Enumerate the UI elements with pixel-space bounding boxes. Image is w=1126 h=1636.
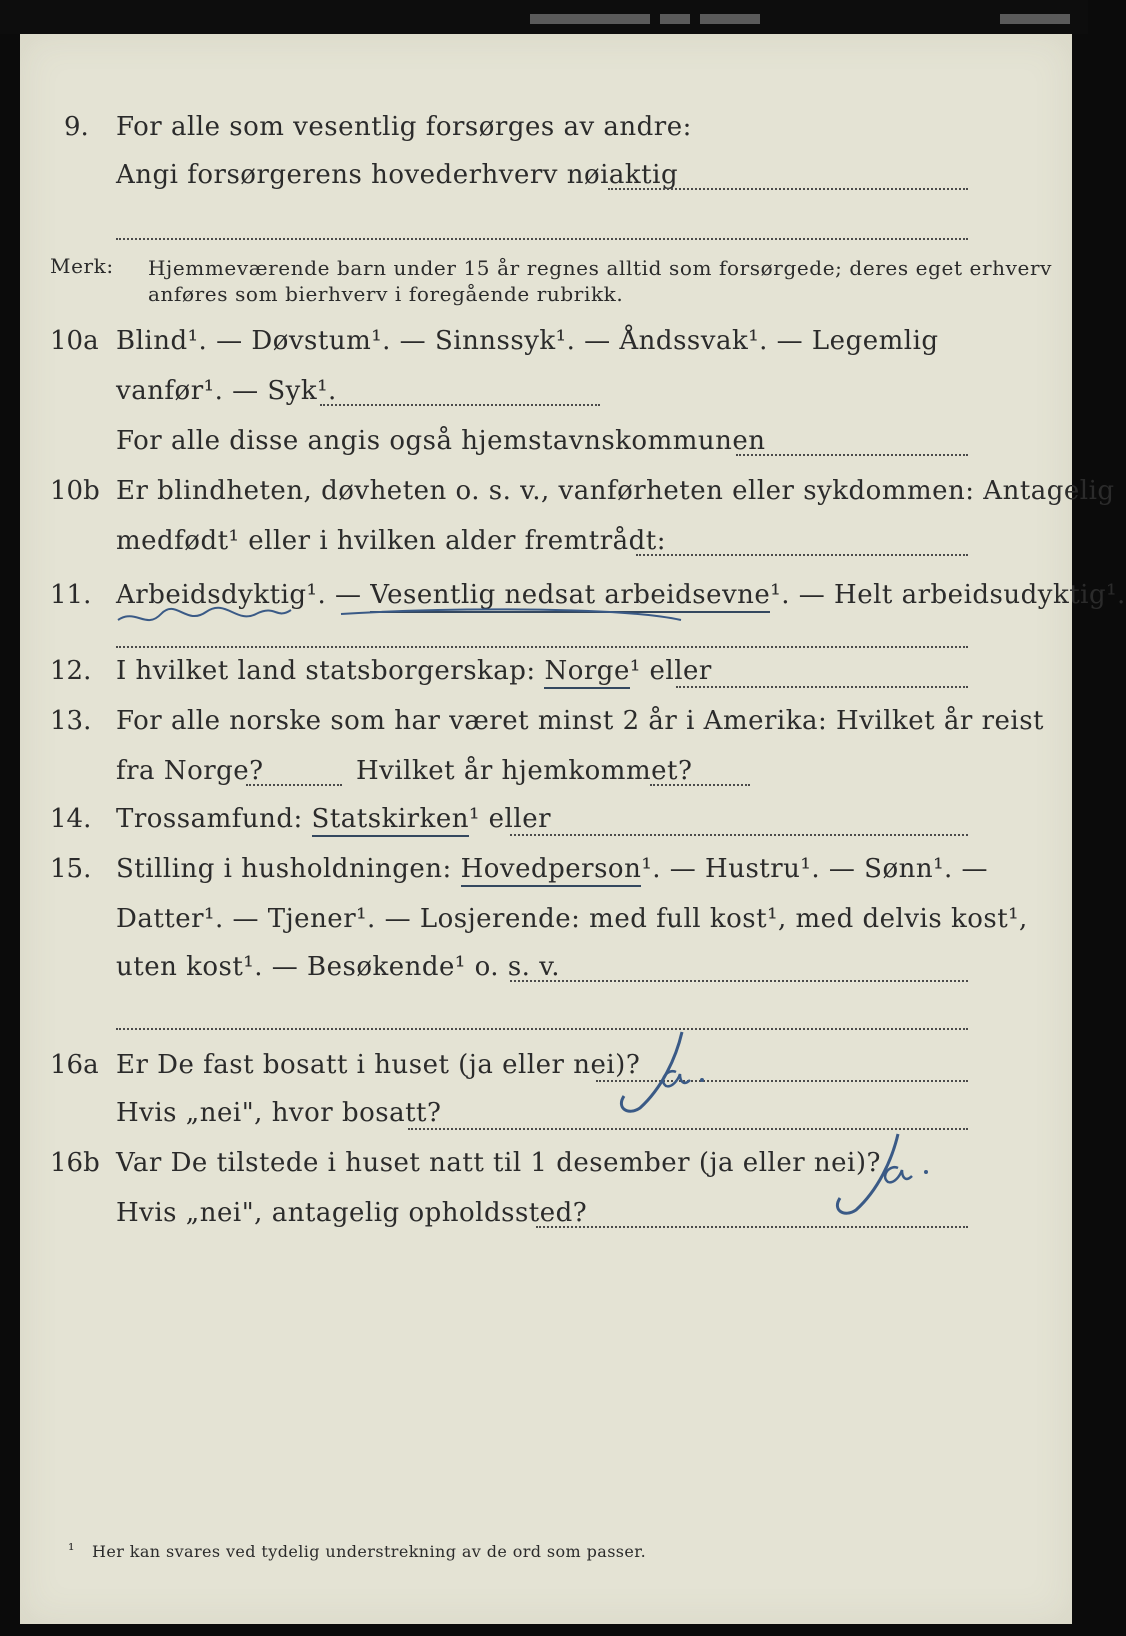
question-text: vanfør¹. — Syk¹. xyxy=(116,376,337,406)
question-text: Er blindheten, døvheten o. s. v., vanførheten eller sykdommen: Antagelig xyxy=(116,476,1115,506)
answer-line[interactable] xyxy=(246,784,342,786)
question-text: medfødt¹ eller i hvilken alder fremtrådt: xyxy=(116,526,666,556)
handwritten-answer-ja xyxy=(828,1128,948,1218)
option-separator: ¹. — xyxy=(306,580,371,610)
option-selected[interactable]: Vesentlig nedsat arbeidsevne xyxy=(370,580,770,613)
option-selected[interactable]: Hovedperson xyxy=(461,854,642,887)
answer-line[interactable] xyxy=(608,188,968,190)
question-text xyxy=(116,854,988,884)
question-number: 13. xyxy=(50,706,92,736)
question-text: Var De tilstede i huset natt til 1 desember (ja eller nei)? xyxy=(116,1148,881,1178)
question-number: 10a xyxy=(50,326,99,356)
scan-edge-mark xyxy=(660,14,690,24)
answer-line[interactable] xyxy=(510,834,968,836)
question-label: Stilling i husholdningen: xyxy=(116,854,452,884)
question-text: For alle norske som har været minst 2 år i Amerika: Hvilket år reist xyxy=(116,706,1044,736)
scan-edge-mark xyxy=(1000,14,1070,24)
question-number: 15. xyxy=(50,854,92,884)
question-label: Trossamfund: xyxy=(116,804,303,834)
option-rest: ¹. — Helt arbeidsudyktig¹. xyxy=(770,580,1126,610)
option-rest: ¹ eller xyxy=(468,804,552,834)
question-number: 12. xyxy=(50,656,92,686)
option-rest: ¹. — Hustru¹. — Sønn¹. — xyxy=(641,854,989,884)
question-text: Datter¹. — Tjener¹. — Losjerende: med full kost¹, med delvis kost¹, xyxy=(116,904,1028,934)
answer-line[interactable] xyxy=(320,404,600,406)
question-number: 10b xyxy=(50,476,100,506)
answer-line[interactable] xyxy=(510,980,968,982)
footnote-mark: ¹ xyxy=(68,1540,75,1559)
question-text: fra Norge? xyxy=(116,756,264,786)
question-text: uten kost¹. — Besøkende¹ o. s. v. xyxy=(116,952,561,982)
note-label: Merk: xyxy=(50,254,114,278)
question-text: Blind¹. — Døvstum¹. — Sinnssyk¹. — Åndssvak¹. — Legemlig xyxy=(116,326,939,356)
question-text: Hvis „nei", antagelig opholdssted? xyxy=(116,1198,588,1228)
question-number: 14. xyxy=(50,804,92,834)
answer-line[interactable] xyxy=(116,1028,968,1030)
question-number: 9. xyxy=(64,112,89,142)
answer-line[interactable] xyxy=(116,238,968,240)
answer-line[interactable] xyxy=(650,784,750,786)
note-text: anføres som bierhverv i foregående rubrikk. xyxy=(148,282,624,306)
question-label: I hvilket land statsborgerskap: xyxy=(116,656,536,686)
question-text: Angi forsørgerens hovederhverv nøiaktig xyxy=(116,160,679,190)
scan-edge-mark xyxy=(530,14,650,24)
answer-line[interactable] xyxy=(636,554,968,556)
option-selected[interactable]: Norge xyxy=(544,656,629,689)
option-struck[interactable]: Arbeidsdyktig xyxy=(116,580,307,610)
handwritten-strike-mark xyxy=(116,600,716,640)
handwritten-answer-text: Ja. xyxy=(828,1128,830,1129)
handwritten-answer-text: Ja. xyxy=(610,1028,612,1029)
option-rest: ¹ eller xyxy=(629,656,712,686)
question-text xyxy=(116,656,712,686)
question-number: 16a xyxy=(50,1050,99,1080)
option-selected[interactable]: Statskirken xyxy=(312,804,469,837)
question-text: Er De fast bosatt i huset (ja eller nei)? xyxy=(116,1050,641,1080)
answer-line[interactable] xyxy=(736,454,968,456)
answer-line[interactable] xyxy=(116,646,968,648)
scan-edge-mark xyxy=(700,14,760,24)
question-number: 16b xyxy=(50,1148,100,1178)
handwritten-answer-ja xyxy=(610,1028,720,1118)
question-text: Hvis „nei", hvor bosatt? xyxy=(116,1098,442,1128)
question-text: For alle disse angis også hjemstavnskommunen xyxy=(116,426,766,456)
question-text xyxy=(116,804,551,834)
footnote-text: Her kan svares ved tydelig understrekning av de ord som passer. xyxy=(92,1542,647,1561)
answer-line[interactable] xyxy=(676,686,968,688)
scan-top-border xyxy=(0,0,1088,34)
question-text: Hvilket år hjemkommet? xyxy=(356,756,693,786)
census-form-page xyxy=(20,34,1126,1624)
question-text: For alle som vesentlig forsørges av andre: xyxy=(116,112,692,142)
note-text: Hjemmeværende barn under 15 år regnes alltid som forsørgede; deres eget erhverv xyxy=(148,256,1053,280)
answer-line[interactable] xyxy=(536,1226,968,1228)
question-number: 11. xyxy=(50,580,92,610)
